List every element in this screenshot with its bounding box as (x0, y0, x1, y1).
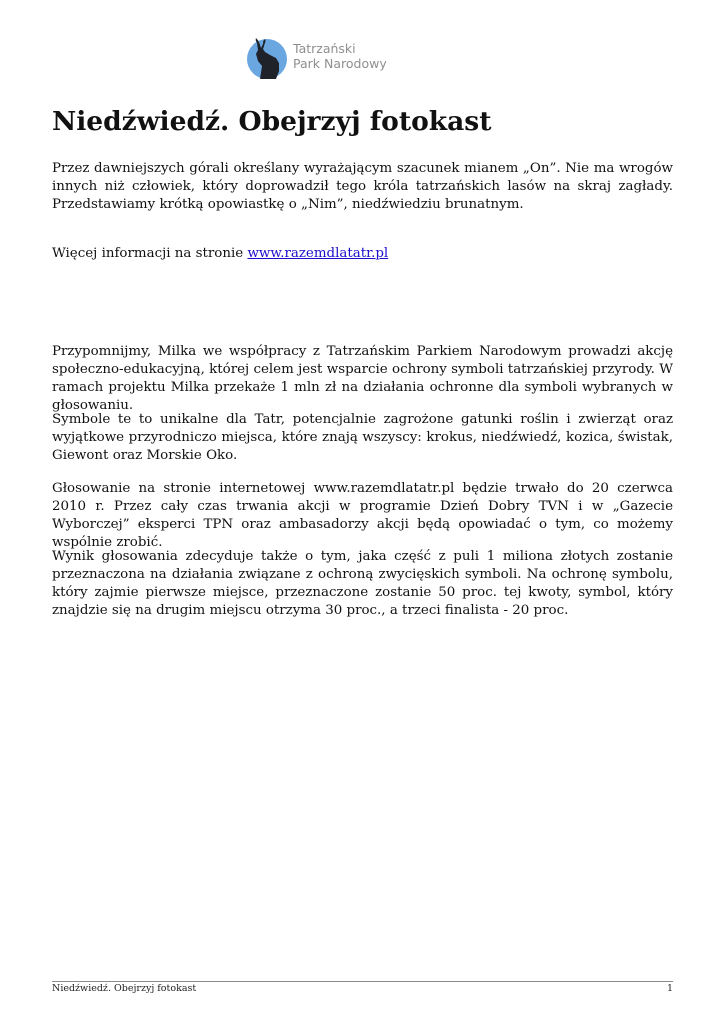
logo-wordmark (293, 41, 387, 71)
body-paragraph-2 (52, 411, 673, 465)
body-paragraph-4 (52, 548, 673, 620)
logo-line-1: Tatrzański (293, 41, 356, 56)
more-info-text: Więcej informacji na stronie (52, 246, 248, 261)
article-title: Niedźwiedź. Obejrzyj fotokast (52, 106, 492, 137)
body-text-4: Wynik głosowania zdecyduje także o tym, jaka część z puli 1 miliona złotych zostanie przeznaczona na działania związane z ochroną zwycięskich symboli. Na ochronę symbolu, który zajmie pierwsze miejsce, przeznaczone zostanie 50 proc. tej kwoty, symbol, który znajdzie się na drugim miejscu otrzyma 30 proc., a trzeci finalista - 20 proc. (52, 549, 673, 618)
body-text-3: Głosowanie na stronie internetowej www.razemdlatatr.pl będzie trwało do 20 czerwca 2010 r. Przez cały czas trwania akcji w programie Dzień Dobry TVN i w „Gazecie Wyborczej” eksperci TPN oraz ambasadorzy akcji będą opowiadać o tym, co możemy wspólnie zrobić. (52, 481, 673, 550)
page-number: 1 (666, 983, 673, 994)
park-logo (246, 38, 396, 82)
body-paragraph-3 (52, 480, 673, 552)
body-text-1: Przypomnijmy, Milka we współpracy z Tatrzańskim Parkiem Narodowym prowadzi akcję społeczno-edukacyjną, której celem jest wsparcie ochrony symboli tatrzańskiej przyrody. W ramach projektu Milka przekaże 1 mln zł na działania ochronne dla symboli wybranych w głosowaniu. (52, 344, 673, 413)
intro-paragraph (52, 160, 673, 214)
razemdlatatr-link[interactable]: www.razemdlatatr.pl (247, 246, 389, 261)
footer-divider (52, 981, 673, 982)
more-info-paragraph (52, 245, 673, 263)
body-paragraph-1 (52, 343, 673, 415)
intro-text: Przez dawniejszych górali określany wyrażającym szacunek mianem „On”. Nie ma wrogów innych niż człowiek, który doprowadził tego króla tatrzańskich lasów na skraj zagłady. Przedstawiamy krótką opowiastkę o „Nim”, niedźwiedziu brunatnym. (52, 161, 673, 212)
footer-title: Niedźwiedź. Obejrzyj fotokast (52, 983, 197, 994)
logo-line-2: Park Narodowy (293, 56, 387, 71)
chamois-logo-icon (246, 38, 288, 80)
body-text-2: Symbole te to unikalne dla Tatr, potencjalnie zagrożone gatunki roślin i zwierząt oraz wyjątkowe przyrodniczo miejsca, które znają wszyscy: krokus, niedźwiedź, kozica, świstak, Giewont oraz Morskie Oko. (52, 412, 673, 463)
